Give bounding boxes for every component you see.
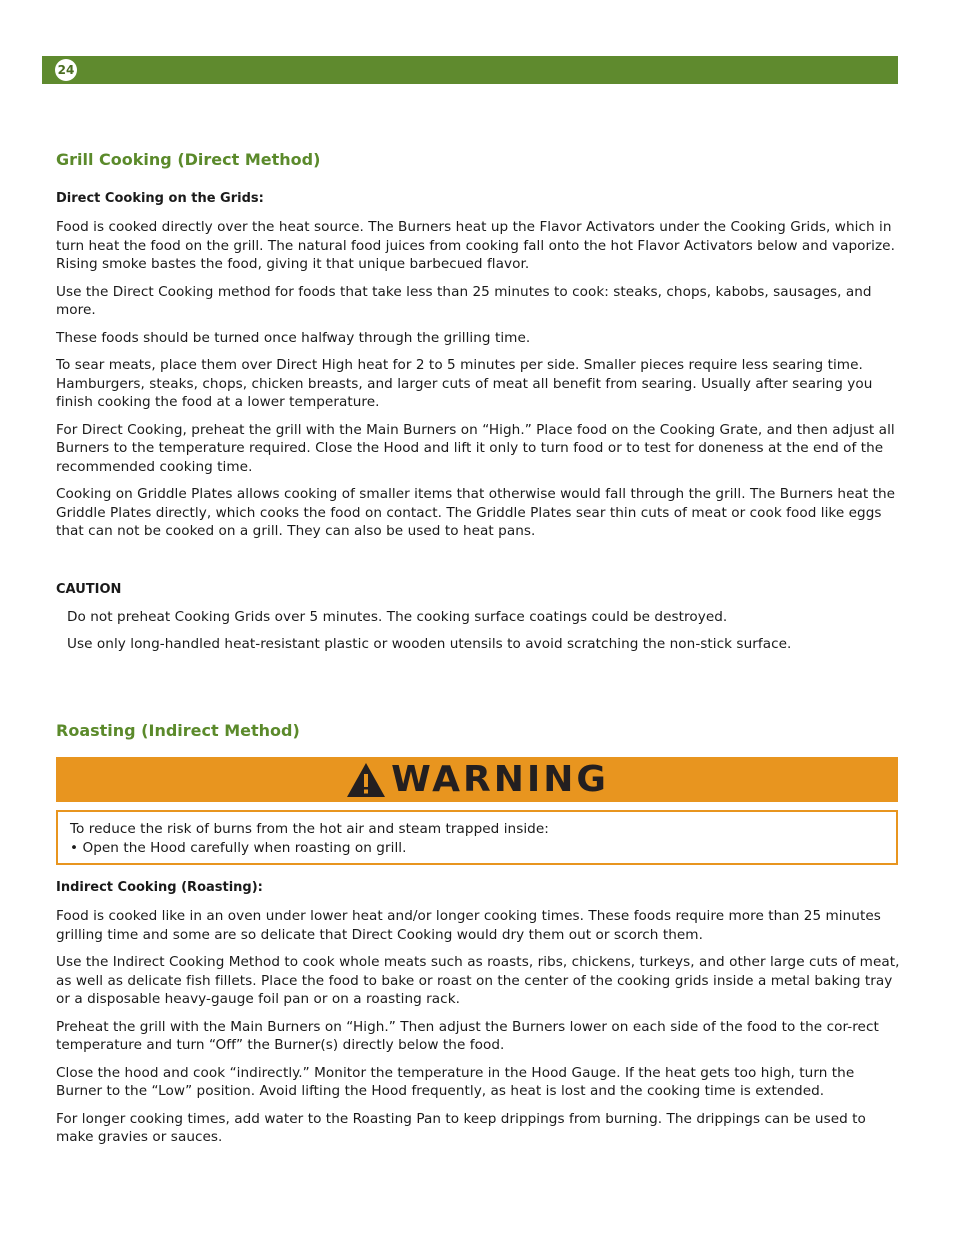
subtitle-direct-cooking: Direct Cooking on the Grids: xyxy=(56,191,264,206)
warning-banner xyxy=(56,757,898,802)
header-bar xyxy=(42,56,898,84)
warning-triangle-icon xyxy=(345,761,387,799)
page-number: 24 xyxy=(55,59,77,81)
warning-line: • Open the Hood carefully when roasting on grill. xyxy=(70,840,407,856)
subtitle-indirect-cooking: Indirect Cooking (Roasting): xyxy=(56,880,263,895)
section-title-roasting: Roasting (Indirect Method) xyxy=(56,720,300,740)
caution-item: Do not preheat Cooking Grids over 5 minutes. The cooking surface coatings could be destroyed. xyxy=(67,608,728,625)
grill-section xyxy=(56,148,900,743)
paragraph: For longer cooking times, add water to the Roasting Pan to keep drippings from burning. The drippings can be used to make gravies or sauces. xyxy=(56,1110,866,1145)
paragraph: Cooking on Griddle Plates allows cooking of smaller items that otherwise would fall through the grill. The Burners heat the Griddle Plates directly, which cooks the food on contact. The Griddle Plates sear thin cuts of meat or cook food like eggs that can not be cooked on a grill. They can also be used to heat pans. xyxy=(56,486,896,539)
warning-message-box xyxy=(56,810,898,865)
caution-item: Use only long-handled heat-resistant plastic or wooden utensils to avoid scratching the non-stick surface. xyxy=(67,636,792,652)
paragraph: For Direct Cooking, preheat the grill with the Main Burners on “High.” Place food on the Cooking Grate, and then adjust all Burners to the temperature required. Close the Hood and lift it only to turn food or to test for doneness at the end of the recommended cooking time. xyxy=(56,421,895,475)
warning-label: WARNING xyxy=(391,759,609,800)
section-title-grill: Grill Cooking (Direct Method) xyxy=(56,150,321,169)
roasting-section xyxy=(56,879,900,1147)
paragraph: Use the Indirect Cooking Method to cook whole meats such as roasts, ribs, chickens, turkeys, and other large cuts of meat, as well as delicate fish fillets. Place the food to bake or roast on the center of the cooking grids inside a metal baking tray or a disposable heavy-gauge foil pan or on a roasting rack. xyxy=(56,954,900,1007)
paragraph: Preheat the grill with the Main Burners on “High.” Then adjust the Burners lower on each side of the food to the cor-rect temperature and turn “Off” the Burner(s) directly below the food. xyxy=(56,1018,879,1053)
paragraph: Use the Direct Cooking method for foods that take less than 25 minutes to cook: steaks, chops, kabobs, sausages, and more. xyxy=(56,283,872,318)
paragraph: Close the hood and cook “indirectly.” Monitor the temperature in the Hood Gauge. If the heat gets too high, turn the Burner to the “Low” position. Avoid lifting the Hood frequently, as heat is lost and the cooking time is extended. xyxy=(56,1064,855,1099)
paragraph: To sear meats, place them over Direct High heat for 2 to 5 minutes per side. Smaller pieces require less searing time. Hamburgers, steaks, chops, chicken breasts, and larger cuts of meat all benefit from searing. Usually after searing you finish cooking the food at a lower temperature. xyxy=(56,357,873,410)
caution-title: CAUTION xyxy=(56,581,122,597)
paragraph: Food is cooked like in an oven under lower heat and/or longer cooking times. These foods require more than 25 minutes grilling time and some are so delicate that Direct Cooking would dry them out or scorch them. xyxy=(56,908,881,943)
paragraph: These foods should be turned once halfway through the grilling time. xyxy=(56,329,531,346)
warning-line: To reduce the risk of burns from the hot air and steam trapped inside: xyxy=(70,821,549,837)
paragraph: Food is cooked directly over the heat source. The Burners heat up the Flavor Activators under the Cooking Grids, which in turn heat the food on the grill. The natural food juices from cooking fall onto the hot Flavor Activators below and vaporize. Rising smoke bastes the food, giving it that unique barbecued flavor. xyxy=(56,219,895,272)
